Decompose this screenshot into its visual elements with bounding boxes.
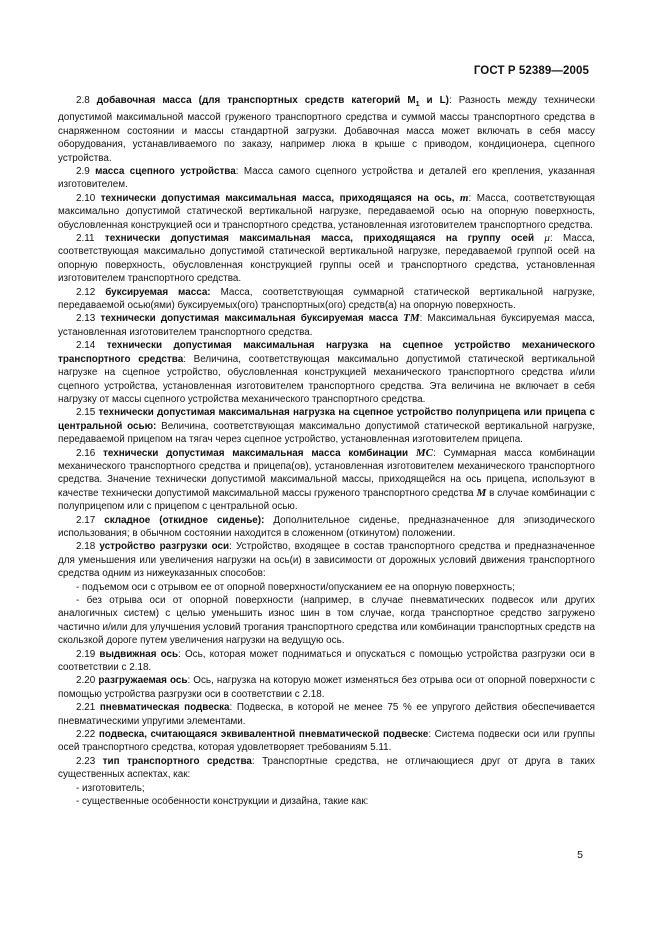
list-item: - без отрыва оси от опорной поверхности (например, в случае пневматических подвесок или других аналогичных систем) с целью уменьшить износ шин в том случае, когда транспортное средство загружено частично и/или для улучшения условий трогания транспортного средства или комбинации транспортных средств на скользкой дороге путем увеличения нагрузки на ведущую ось. [58,595,595,647]
section-2-16: 2.16 технически допустимая максимальная масса комбинации MC: Суммарная масса комбинации механического транспортного средства и прицепа(ов), установленная изготовителем механического транспортного средства. Значение технически допустимой максимальной массы, приходящейся на ось прицепа, используют в качестве технически допустимой максимальной массы груженого транспортного средства M в случае комбинации с полуприцепом или с прицепом с центральной осью. [58,446,596,513]
symbol: MC [415,446,434,459]
term: пневматическая подвеска [99,702,230,714]
term: масса сцепного устройства [95,166,236,177]
term: технически допустимая максимальная масса, приходящаяся на ось, [100,192,455,204]
list-item: - изготовитель; [76,782,145,794]
term: складное (откидное сиденье): [104,514,265,526]
section-2-15: 2.15 технически допустимая максимальная нагрузка на сцепное устройство полуприцепа или прицепа с центральной осью: Величина, соответствующая максимально допустимой статической вертикальной нагрузке, передаваемой прицепом на тягач через сцепное устройство, установленная изготовителем прицепа. [58,407,595,446]
term: буксируемая масса: [105,286,211,298]
term: разгружаемая ось [98,675,188,687]
symbol: TM [403,312,420,325]
term: выдвижная ось [99,648,179,660]
term: технически допустимая максимальная масса, приходящаяся на группу осей [104,233,535,245]
list-item: - подъемом оси с отрывом ее от опорной поверхности/опусканием ее на опорную поверхность; [76,581,515,593]
section-2-21: 2.21 пневматическая подвеска: Подвеска, в которой не менее 75 % ее упругого действия обеспечивается пневматическими упругими элементами. [58,702,595,727]
section-2-18: 2.18 устройство разгрузки оси: Устройство, входящее в состав транспортного средства и предназначенное для уменьшения или увеличения нагрузки на ось(и) в зависимости от дорожных условий движения транспортного средства одним из нижеуказанных способов: [58,541,596,580]
section-2-19: 2.19 выдвижная ось: Ось, которая может подниматься и опускаться с помощью устройства разгрузки оси в соответствии с 2.18. [58,648,596,674]
document-body [58,94,595,809]
standard-designation: ГОСТ Р 52389—2005 [473,65,589,77]
section-2-12: 2.12 буксируемая масса: Масса, соответствующая суммарной статической вертикальной нагрузке, передаваемой осью(ями) буксируемых(ого) транспортных(ого) средств(а) на опорную поверхность. [58,286,595,312]
term: устройство разгрузки оси [99,541,230,553]
section-2-17: 2.17 складное (откидное сиденье): Дополнительное сиденье, предназначенное для эпизодического использования; в обычном состоянии находится в сложенном (откинутом) положении. [58,514,596,539]
section-2-13: 2.13 технически допустимая максимальная буксируемая масса TM: Максимальная буксируемая масса, установленная изготовителем транспортного средства. [58,312,595,338]
section-2-23: 2.23 тип транспортного средства: Транспортные средства, не отличающиеся друг от друга в таких существенных аспектах, как: [58,755,595,781]
section-2-9: 2.9 масса сцепного устройства: Масса самого сцепного устройства и деталей его крепления, указанная изготовителем. [58,166,595,191]
section-2-8: 2.8 добавочная масса (для транспортных средств категорий $М_1$ и L): Разность между технически допустимой максимальной массой груженого транспортного средства и суммой массы транспортного средства в снаряженном состоянии и массы стандартной загрузки. Добавочная масса может включать в себя массу оборудования, устанавливаемого по заказу, например люка в крыше с приводом, кондиционера, сцепного устройства. [58,95,596,164]
term: технически допустимая максимальная буксируемая масса [100,313,399,325]
term: добавочная масса (для транспортных средств категорий $М_1$ и L) [96,95,449,108]
section-2-11: 2.11 технически допустимая максимальная масса, приходящаяся на группу осей μ: Масса, соответствующая максимально допустимой статической вертикальной нагрузке, передаваемой группой осей на опорную поверхность, обусловленная конструкцией группы осей и транспортного средства, установленная изготовителем транспортного средства. [58,232,595,285]
section-2-20: 2.20 разгружаемая ось: Ось, нагрузка на которую может изменяться без отрыва оси от опорной поверхности с помощью устройства разгрузки оси в соответствии с 2.18. [58,675,595,700]
section-2-14: 2.14 технически допустимая максимальная нагрузка на сцепное устройство механического транспортного средства: Величина, соответствующая максимально допустимой статической вертикальной нагрузке на сцепное устройство, обусловленная конструкцией механического транспортного средства и/или сцепного устройства, установленная изготовителем транспортного средства. Эта величина не включает в себя нагрузку от массы сцепного устройства механического транспортного средства. [58,340,596,405]
section-2-22: 2.22 подвеска, считающаяся эквивалентной пневматической подвеске: Система подвески оси или группы осей транспортного средства, которая удовлетворяет требованиям 5.11. [58,729,595,754]
list-item: - существенные особенности конструкции и дизайна, такие как: [76,796,369,808]
term: технически допустимая максимальная нагрузка на сцепное устройство механического транспортного средства [58,340,596,365]
symbol: M [476,486,487,499]
symbol: m [459,191,469,204]
term: технически допустимая максимальная масса комбинации [103,447,409,459]
term: подвеска, считающаяся эквивалентной пневматической подвеске [98,729,429,741]
term: тип транспортного средства [102,755,252,767]
term: технически допустимая максимальная нагрузка на сцепное устройство полуприцепа или прицепа с центральной осью: [58,407,595,432]
section-2-10: 2.10 технически допустимая максимальная масса, приходящаяся на ось, m: Масса, соответствующая максимально допустимой статической вертикальной нагрузке, передаваемой осью на опорную поверхность, обусловленная конструкцией оси и транспортного средства, установленная изготовителем транспортного средства. [58,191,595,231]
symbol: μ [544,232,550,245]
page-number: 5 [577,849,583,861]
